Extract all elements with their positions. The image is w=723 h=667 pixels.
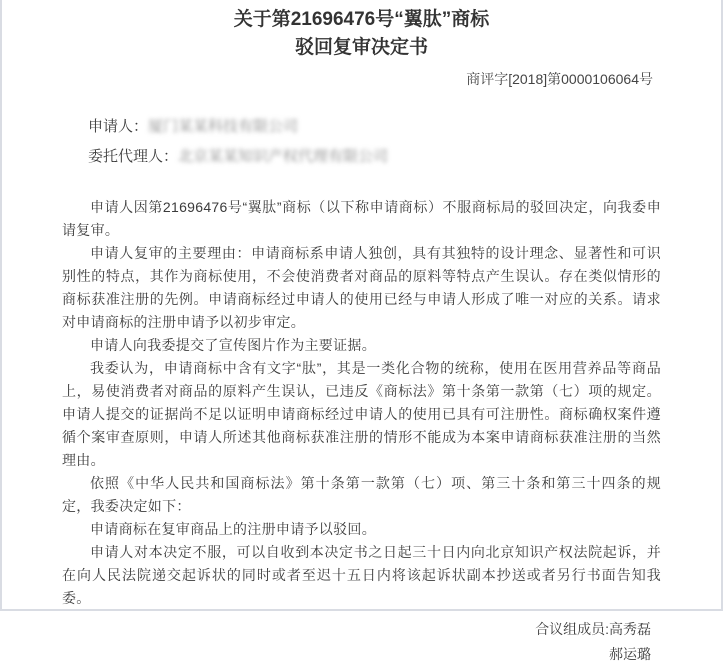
- paragraph-case-intro: 申请人因第21696476号“翼肽”商标（以下称申请商标）不服商标局的驳回决定，向我委申请复审。: [62, 199, 661, 238]
- panel-member-line1: 合议组成员:高秀磊: [535, 621, 651, 637]
- document-title-line2: 驳回复审决定书: [294, 37, 428, 58]
- applicant-label: 申请人：: [88, 118, 149, 135]
- paragraph-decision: 申请商标在复审商品上的注册申请予以驳回。: [90, 521, 376, 537]
- paragraph-applicant-reasons: 申请人复审的主要理由：申请商标系申请人独创，具有其独特的设计理念、显著性和可识别性的特点，其作为商标使用，不会使消费者对商品的原料等特点产生误认。存在类似情形的商标获准注册的先例。申请商标经过申请人的使用已经与申请人形成了唯一对应的关系。请求对申请商标的注册申请予以初步审定。: [62, 245, 661, 330]
- agent-name-redacted: 北京某某知识产权代理有限公司: [178, 148, 389, 165]
- agent-line: [88, 142, 661, 172]
- agent-label: 委托代理人：: [88, 148, 179, 165]
- panel-member-line2: 郝运璐: [609, 646, 651, 662]
- document-title-line1: 关于第21696476号“翼肽”商标: [233, 9, 490, 30]
- applicant-line: [88, 112, 661, 142]
- decision-body: [62, 196, 661, 610]
- applicant-name-redacted: 厦门某某科技有限公司: [148, 118, 299, 135]
- parties-block: [62, 112, 661, 172]
- paragraph-board-opinion: 我委认为，申请商标中含有文字“肽”，其是一类化合物的统称，使用在医用营养品等商品上，易使消费者对商品的原料产生误认，已违反《商标法》第十条第一款第（七）项的规定。申请人提交的证据尚不足以证明申请商标经过申请人的使用已具有可注册性。商标确权案件遵循个案审查原则，申请人所述其他商标获准注册的情形不能成为本案申请商标获准注册的当然理由。: [62, 360, 661, 468]
- document-number: 商评字[2018]第0000106064号: [466, 71, 653, 87]
- paragraph-appeal-rights: 申请人对本决定不服，可以自收到本决定书之日起三十日内向北京知识产权法院起诉，并在向人民法院递交起诉状的同时或者至迟十五日内将该起诉状副本抄送或者另行书面告知我委。: [62, 544, 661, 606]
- panel-members-block: [62, 617, 661, 667]
- paragraph-evidence: 申请人向我委提交了宣传图片作为主要证据。: [90, 337, 376, 353]
- paragraph-legal-basis: 依照《中华人民共和国商标法》第十条第一款第（七）项、第三十条和第三十四条的规定，我委决定如下：: [62, 475, 661, 514]
